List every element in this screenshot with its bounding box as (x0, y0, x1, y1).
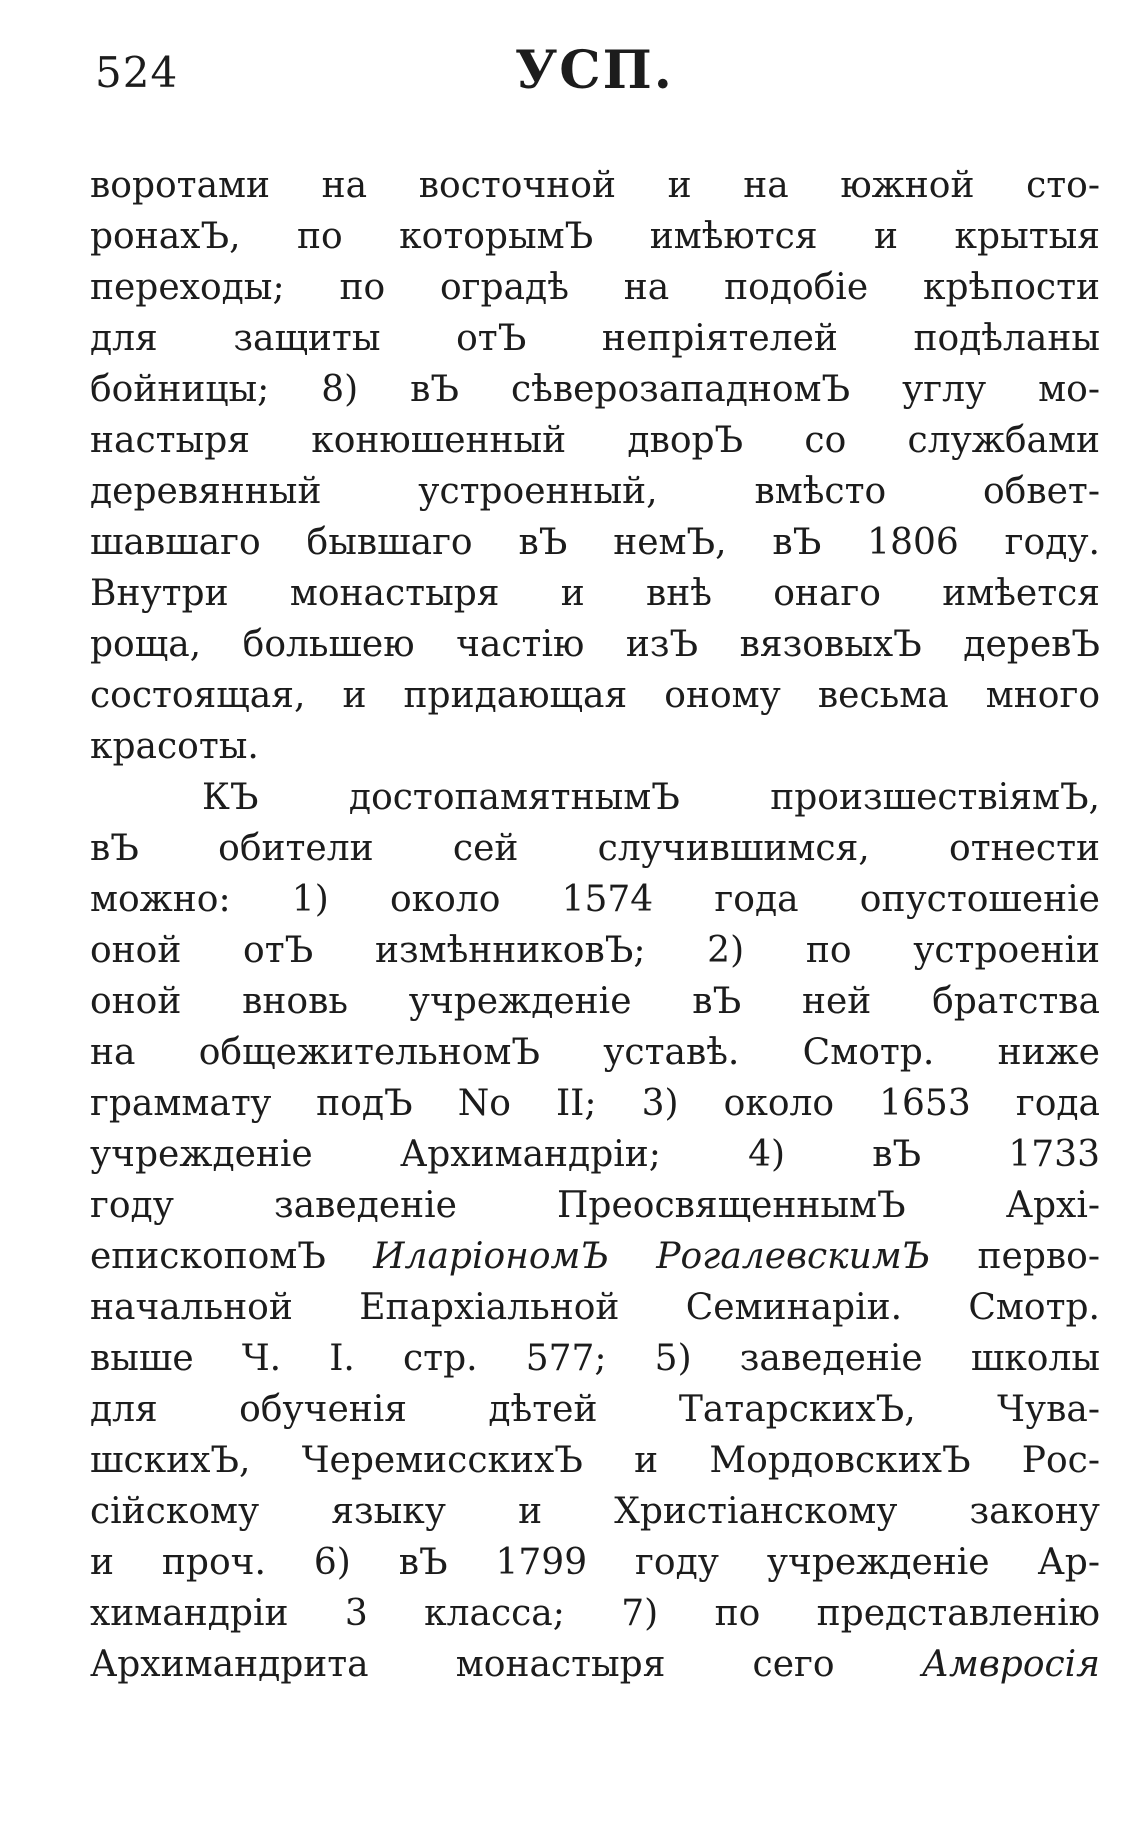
text-fragment: Архимандрита монастыря сего (90, 1644, 835, 1685)
text-line: шскихЪ, ЧеремисскихЪ и МордовскихЪ Рос- (90, 1440, 1100, 1481)
text-line: бойницы; 8) вЪ сѣверозападномЪ углу мо- (90, 369, 1100, 410)
running-head: УСП. (515, 40, 674, 101)
text-line: деревянный устроенный, вмѣсто обвет- (90, 471, 1100, 512)
text-line: выше Ч. I. стр. 577; 5) заведеніе школы (90, 1338, 1100, 1379)
text-line: КЪ достопамятнымЪ произшествіямЪ, (202, 777, 1100, 818)
text-line: можно: 1) около 1574 года опустошеніе (90, 879, 1100, 920)
body-text (90, 160, 1100, 1690)
text-line: учрежденіе Архимандріи; 4) вЪ 1733 (90, 1134, 1100, 1175)
text-line: для обученія дѣтей ТатарскихЪ, Чува- (90, 1389, 1100, 1430)
text-line-with-italic (90, 1639, 1100, 1690)
text-line: вЪ обители сей случившимся, отнести (90, 828, 1100, 869)
text-line: роща, большею частію изЪ вязовыхЪ деревЪ (90, 624, 1100, 665)
text-line: воротами на восточной и на южной сто- (90, 165, 1100, 206)
text-line: для защиты отЪ непріятелей подѣланы (90, 318, 1100, 359)
text-line: сійскому языку и Христіанскому закону (90, 1491, 1100, 1532)
text-line: начальной Епархіальной Семинаріи. Смотр. (90, 1287, 1100, 1328)
text-line: настыря конюшенный дворЪ со службами (90, 420, 1100, 461)
page-header (95, 40, 1105, 110)
text-line: на общежительномЪ уставѣ. Смотр. ниже (90, 1032, 1100, 1073)
text-line: и проч. 6) вЪ 1799 году учрежденіе Ар- (90, 1542, 1100, 1583)
text-line: Внутри монастыря и внѣ онаго имѣется (90, 573, 1100, 614)
text-line: оной отЪ измѣнниковЪ; 2) по устроеніи (90, 930, 1100, 971)
text-line: оной вновь учрежденіе вЪ ней братства (90, 981, 1100, 1022)
text-line-with-italic (90, 1231, 1100, 1282)
text-line: химандріи 3 класса; 7) по представленію (90, 1593, 1100, 1634)
text-line: переходы; по оградѣ на подобіе крѣпости (90, 267, 1100, 308)
text-line: красоты. (90, 726, 259, 767)
text-line: ронахЪ, по которымЪ имѣются и крытыя (90, 216, 1100, 257)
italic-name: ИларіономЪ РогалевскимЪ (373, 1236, 931, 1277)
page-number: 524 (95, 48, 179, 97)
text-line: грамматy подЪ No II; 3) около 1653 года (90, 1083, 1100, 1124)
text-line: году заведеніе ПреосвященнымЪ Архі- (90, 1185, 1100, 1226)
text-line: шавшаго бывшаго вЪ немЪ, вЪ 1806 году. (90, 522, 1100, 563)
italic-name: Амвросія (921, 1644, 1100, 1685)
text-fragment: перво- (977, 1236, 1100, 1277)
text-fragment: епископомЪ (90, 1236, 326, 1277)
text-line: состоящая, и придающая оному весьма много (90, 675, 1100, 716)
